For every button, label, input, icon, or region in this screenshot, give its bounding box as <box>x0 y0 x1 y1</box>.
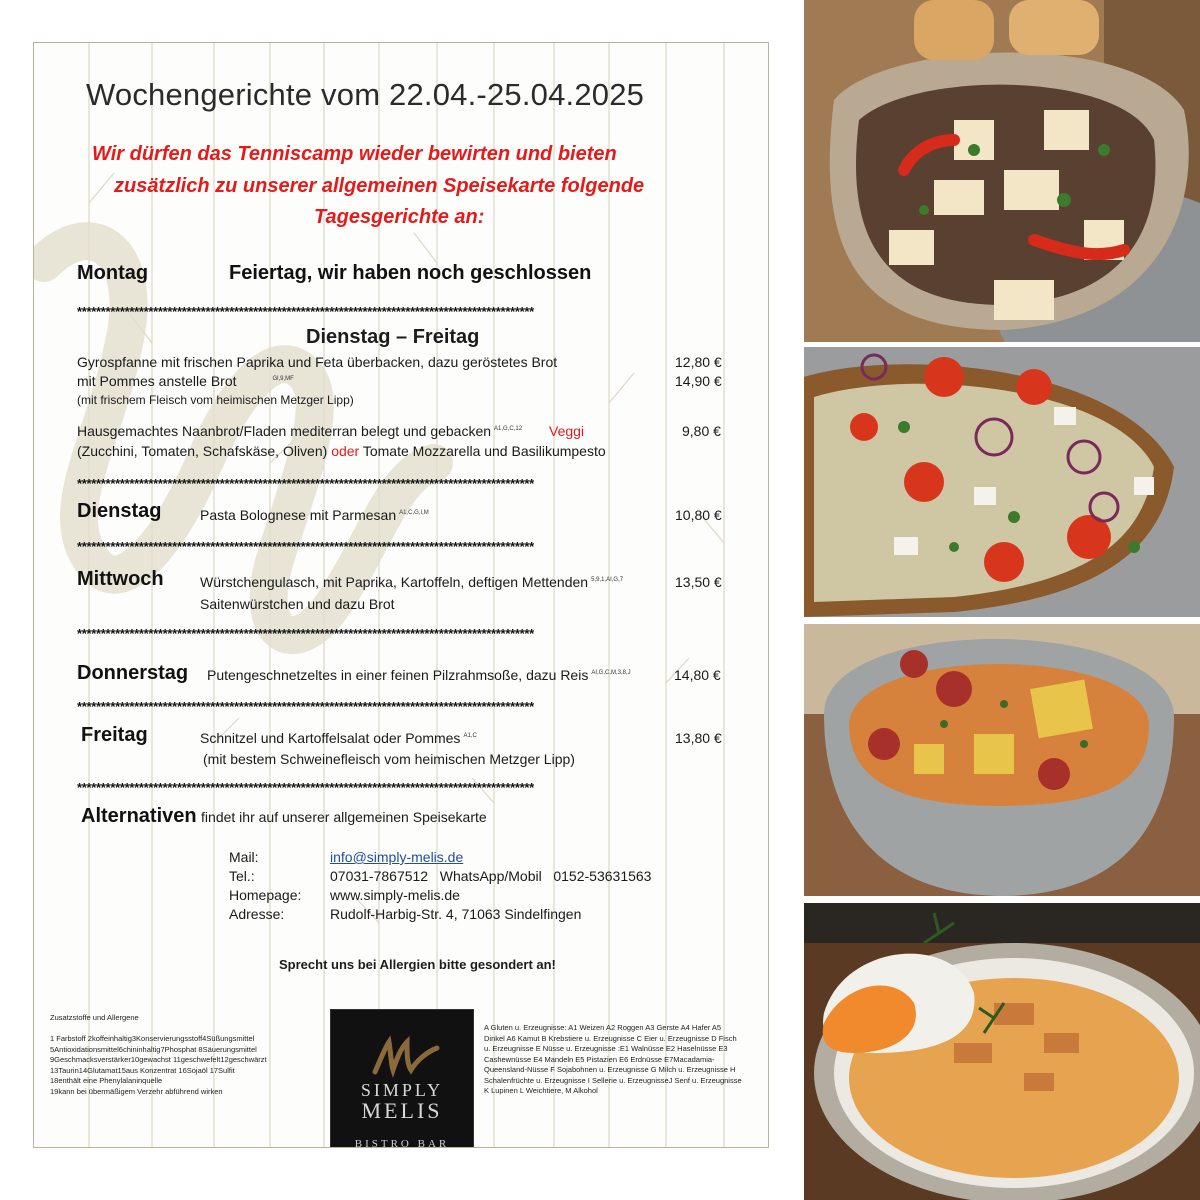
mail-link[interactable]: info@simply-melis.de <box>330 849 464 865</box>
tel-value: 07031-7867512 WhatsApp/Mobil 0152-53631563 <box>330 868 652 884</box>
alternatives-text: findet ihr auf unserer allgemeinen Speisekarte <box>201 809 487 825</box>
additive-line: 19kann bei übermäßigem Verzehr abführend wirken <box>50 1086 223 1096</box>
donnerstag-dish <box>207 667 631 683</box>
day-montag: Montag <box>77 262 149 284</box>
naan-price: 9,80 € <box>682 423 721 439</box>
simply-melis-logo <box>330 1009 474 1148</box>
naan-or: oder <box>331 443 360 459</box>
separator: ************************************************************************************************ <box>77 476 534 491</box>
mittwoch-allergens: 5,9,1,AI,G,7 <box>591 577 624 583</box>
gyros-allergens: Gl,9,MF <box>272 376 294 382</box>
dienstag-dish <box>200 507 429 523</box>
alternatives-label: Alternativen <box>81 805 197 827</box>
page-title: Wochengerichte vom 22.04.-25.04.2025 <box>86 77 645 112</box>
naan-text: Hausgemachtes Naanbrot/Fladen mediterran belegt und gebacken <box>77 423 492 439</box>
donnerstag-allergens: AI,G,C,M,3,8,J <box>591 670 631 676</box>
day-mittwoch: Mittwoch <box>77 568 164 590</box>
homepage-value: www.simply-melis.de <box>330 887 460 903</box>
dienstag-dish-text: Pasta Bolognese mit Parmesan <box>200 507 397 523</box>
intro-line-1: Wir dürfen das Tenniscamp wieder bewirten und bieten <box>92 143 617 165</box>
gyros-price: 12,80 € <box>675 354 722 370</box>
logo-text-3: BISTRO BAR <box>354 1138 450 1148</box>
photo-gyros-image <box>804 0 1200 342</box>
mittwoch-dish <box>200 574 623 590</box>
donnerstag-price: 14,80 € <box>674 667 721 683</box>
separator: ************************************************************************************************ <box>77 699 534 714</box>
freitag-price: 13,80 € <box>675 730 722 746</box>
tel-label: Tel.: <box>229 868 255 884</box>
naan-dish <box>77 423 522 439</box>
gyros-pommes-price: 14,90 € <box>675 373 722 389</box>
photo-gyros <box>804 0 1200 342</box>
heading-dienstag-freitag: Dienstag – Freitag <box>306 326 480 348</box>
homepage-label: Homepage: <box>229 887 302 903</box>
separator: ************************************************************************************************ <box>77 780 534 795</box>
additive-line: 13Taurin14Glutamat15aus Konzentrat 16Sojaöl 17Sulfit <box>50 1065 235 1075</box>
photo-geschnetzeltes-image <box>804 903 1200 1200</box>
photo-naan-image <box>804 347 1200 617</box>
intro-line-2: zusätzlich zu unserer allgemeinen Speisekarte folgende <box>114 175 645 197</box>
dienstag-price: 10,80 € <box>675 507 722 523</box>
mittwoch-dish-text: Würstchengulasch, mit Paprika, Kartoffeln, deftigen Mettenden <box>200 574 589 590</box>
mittwoch-price: 13,50 € <box>675 574 722 590</box>
naan-variant-a: (Zucchini, Tomaten, Schafskäse, Oliven) <box>77 443 328 459</box>
photo-geschnetzeltes <box>804 903 1200 1200</box>
naan-variants <box>77 443 606 459</box>
additives-list <box>50 1034 325 1097</box>
photo-gulasch-image <box>804 624 1200 896</box>
address-value: Rudolf-Harbig-Str. 4, 71063 Sindelfingen <box>330 906 582 922</box>
additive-line: 1 Farbstoff 2koffeinhaltig3Konservierungsstoff4Süßungsmittel <box>50 1034 255 1043</box>
menu-flyer <box>33 42 769 1148</box>
separator: ************************************************************************************************ <box>77 539 534 554</box>
freitag-note: (mit bestem Schweinefleisch vom heimischen Metzger Lipp) <box>203 751 575 767</box>
additive-line: 18enthält eine Phenylalaninquelle <box>50 1076 163 1085</box>
donnerstag-dish-text: Putengeschnetzeltes in einer feinen Pilzrahmsoße, dazu Reis <box>207 667 589 683</box>
additives-heading: Zusatzstoffe und Allergene <box>50 1013 139 1022</box>
day-donnerstag: Donnerstag <box>77 662 189 684</box>
photo-gulasch <box>804 624 1200 896</box>
intro-line-3: Tagesgerichte an: <box>314 206 485 228</box>
gyros-pommes-text: mit Pommes anstelle Brot <box>77 373 237 389</box>
separator: ************************************************************************************************ <box>77 626 534 641</box>
naan-allergens: A1,G,C,12 <box>494 426 523 432</box>
gyros-note: (mit frischem Fleisch vom heimischen Metzger Lipp) <box>77 393 354 407</box>
photo-naan <box>804 347 1200 617</box>
freitag-allergens: A1,C <box>463 733 477 739</box>
naan-variant-b: Tomate Mozzarella und Basilikumpesto <box>362 443 606 459</box>
veggi-badge: Veggi <box>549 423 585 439</box>
address-label: Adresse: <box>229 906 285 922</box>
gyros-pommes-option <box>77 373 294 389</box>
allergens-legend: A Gluten u. Erzeugnisse: A1 Weizen A2 Roggen A3 Gerste A4 Hafer A5 Dinkel A6 Kamut B Krebstiere u. Erzeugnisse C Eier u. Erzeugnisse D Fisch u. Erzeugnisse E Nüsse u. Erzeugnisse :E1 Walnüsse E2 Haselnüsse E3 Cashewnüsse E4 Mandeln E5 Pistazien E6 Erdnüsse E7Macadamia-Queensland-Nüsse F Sojabohnen u. Erzeugnisse G Milch u. Erzeugnisse H Schalenfrüchte u. Erzeugnisse I Sellerie u. ErzeugnisseJ Senf u. Erzeugnisse K Lupinen L Weichtiere, M Alkohol <box>484 1023 742 1095</box>
separator: ************************************************************************************************ <box>77 304 534 319</box>
freitag-dish-text: Schnitzel und Kartoffelsalat oder Pommes <box>200 730 461 746</box>
day-dienstag: Dienstag <box>77 500 162 522</box>
alternatives-line <box>81 805 487 828</box>
logo-text-2: MELIS <box>361 1098 443 1123</box>
additive-line: 5Antioxidationsmittel6chininhaltig7Phosphat 8Säuerungsmittel <box>50 1044 257 1054</box>
gyros-dish: Gyrospfanne mit frischen Paprika und Feta überbacken, dazu geröstetes Brot <box>77 354 558 370</box>
dienstag-allergens: A1,C,G,I,M <box>399 510 429 516</box>
allergy-note: Sprecht uns bei Allergien bitte gesondert an! <box>279 957 556 972</box>
logo-text-1: SIMPLY <box>360 1080 444 1100</box>
freitag-dish <box>200 730 477 746</box>
day-freitag: Freitag <box>81 724 148 746</box>
mail-label: Mail: <box>229 849 259 865</box>
additive-line: 9Geschmacksverstärker10gewachst 11geschwefelt12geschwärzt <box>50 1055 267 1064</box>
mittwoch-dish-2: Saitenwürstchen und dazu Brot <box>200 596 395 612</box>
montag-note: Feiertag, wir haben noch geschlossen <box>229 262 592 284</box>
